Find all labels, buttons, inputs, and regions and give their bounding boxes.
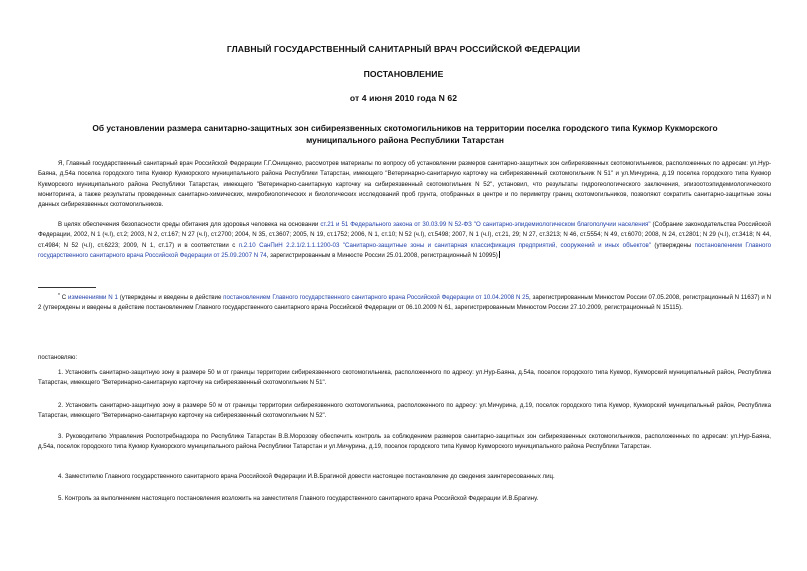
subject-line-2: муниципального района Республики Татарстан — [306, 135, 504, 145]
document-date-number: от 4 июня 2010 года N 62 — [349, 93, 458, 103]
sanpin-link[interactable]: п.2.10 СанПиН 2.2.1/2.1.1.1200-03 "Санитарно-защитные зоны и санитарная классификация предприятий, сооружений и иных объектов" — [238, 241, 651, 249]
resolution-74-link[interactable]: постановлением Главного государственного санитарного врача Российской Федерации от 25.09.2007 N 74 — [38, 241, 771, 259]
decree-item-4: 4. Заместителю Главного государственного санитарного врача Российской Федерации И.В.Брагиной довести настоящее постановление до сведения заинтересованных лиц. — [58, 473, 555, 480]
basis-text-4: , зарегистрированным в Минюсте России 25.01.2008, регистрационный N 10995) — [266, 251, 498, 259]
basis-text-1: В целях обеспечения безопасности среды обитания для здоровья человека на основании — [58, 221, 321, 228]
text-cursor — [499, 251, 500, 258]
resolution-25-link[interactable]: постановлением Главного государственного санитарного врача Российской Федерации от 10.04.2008 N 25 — [223, 294, 530, 301]
issuer-heading: ГЛАВНЫЙ ГОСУДАРСТВЕННЫЙ САНИТАРНЫЙ ВРАЧ РОССИЙСКОЙ ФЕДЕРАЦИИ — [226, 44, 581, 54]
document-subject — [60, 122, 750, 146]
document-type: ПОСТАНОВЛЕНИЕ — [363, 69, 444, 79]
decree-item-5: 5. Контроль за выполнением настоящего постановления возложить на заместителя Главного государственного санитарного врача Российской Федерации И.В.Брагину. — [58, 495, 539, 502]
amendments-link[interactable]: изменениями N 1 — [67, 294, 118, 301]
federal-law-link[interactable]: ст.21 и 51 Федерального закона от 30.03.99 N 52-ФЗ "О санитарно-эпидемиологическом благополучии населения" — [320, 221, 651, 228]
basis-paragraph — [38, 220, 771, 261]
decree-item-3: 3. Руководителю Управления Роспотребнадзора по Республике Татарстан В.В.Морозову обеспечить контроль за соблюдением размеров санитарно-защитных зон сибиреязвенных скотомогильников, расположенных по адресам: ул.Нур-Баяна, д.54а, поселок городского типа Кукмор Кукморского муниципального района Республики Татарстан и ул.Мичурина, д.19, поселок городского типа Кукмор Кукморского муниципального района Республики Татарстан. — [38, 433, 771, 451]
basis-text-3: (утверждены — [651, 241, 695, 249]
decree-item-2: 2. Установить санитарно-защитную зону в размере 50 м от границы территории сибиреязвенного скотомогильника, расположенного по адресу: ул.Мичурина, д.19, поселок городского типа Кукмор, Кукморский муниципальный район, Республика Татарстан, имеющего "Ветеринарно-санитарную карточку на сибиреязвенный скотомогильник N 52". — [38, 402, 771, 420]
subject-line-1: Об установлении размера санитарно-защитных зон сибиреязвенных скотомогильников на территории поселка городского типа Кукмор Кукморского — [92, 123, 718, 133]
footnote-text-2: (утверждены и введены в действие — [117, 294, 224, 301]
footnote-text-1: С — [59, 294, 68, 301]
footnote-paragraph — [38, 291, 771, 314]
intro-paragraph: Я, Главный государственный санитарный врач Российской Федерации Г.Г.Онищенко, рассмотрев материалы по вопросу об установлении размеров санитарно-защитных зон сибиреязвенных скотомогильников, расположенных по адресам: ул.Нур-Баяна, д.54а поселка городского типа Кукмор Кукморского муниципального района Республики Татарстан, имеющего "Ветеринарно-санитарную карточку на сибиреязвенный скотомогильник N 51" и ул.Мичурина, д.19 поселка городского типа Кукмор Кукморского муниципального района Республики Татарстан, имеющего "Ветеринарно-санитарную карточку на сибиреязвенный скотомогильник N 52", установил, что результаты гидрогеологического заключения, эпизоотоэпидемиологического мониторинга, а также результаты проведенных санитарно-химических, микробиологических и биологических исследований проб грунта, отобранных в центре и по периметру границ скотомогильников, позволяют сократить санитарно-защитные зоны данных сибиреязвенных скотомогильников. — [38, 160, 771, 209]
decree-word: постановляю: — [38, 354, 78, 361]
decree-item-1: 1. Установить санитарно-защитную зону в размере 50 м от границы территории сибиреязвенного скотомогильника, расположенного по адресу: ул.Нур-Баяна, д.54а, поселок городского типа Кукмор, Кукморский муниципальный район, Республика Татарстан, имеющего "Ветеринарно-санитарную карточку на сибиреязвенный скотомогильник N 51". — [38, 369, 771, 387]
footnote-divider — [38, 287, 96, 288]
footnote-mark: * — [58, 293, 60, 299]
basis-text-2: (Собрание законодательства Российской Федерации, 2002, N 1 (ч.I), ст.2; 2003, N 2, ст.167; N 27 (ч.I), ст.2700; 2004, N 35, ст.3607; 2005, N 19, ст.1752; 2006, N 1, ст.10; N 52 (ч.I), ст.5498; 2007, N 1 (ч.I), ст.21, 29; N 27, ст.3213; N 46, ст.5554; N 49, ст.6070; 2008, N 24, ст.2801; N 29 (ч.I), ст.3418; N 44, ст.4984; N 52 (ч.I), ст.6223; 2009, N 1, ст.17) и в соответствии с — [38, 221, 771, 249]
footnote-text-3: , зарегистрированным Минюстом России 07.05.2008, регистрационный N 11637) и N 2 (утверждены и введены в действие постановлением Главного государственного санитарного врача Российской Федерации от 06.10.2009 N 61, зарегистрированным Минюстом России 27.10.2009, регистрационный N 15115). — [38, 294, 772, 312]
